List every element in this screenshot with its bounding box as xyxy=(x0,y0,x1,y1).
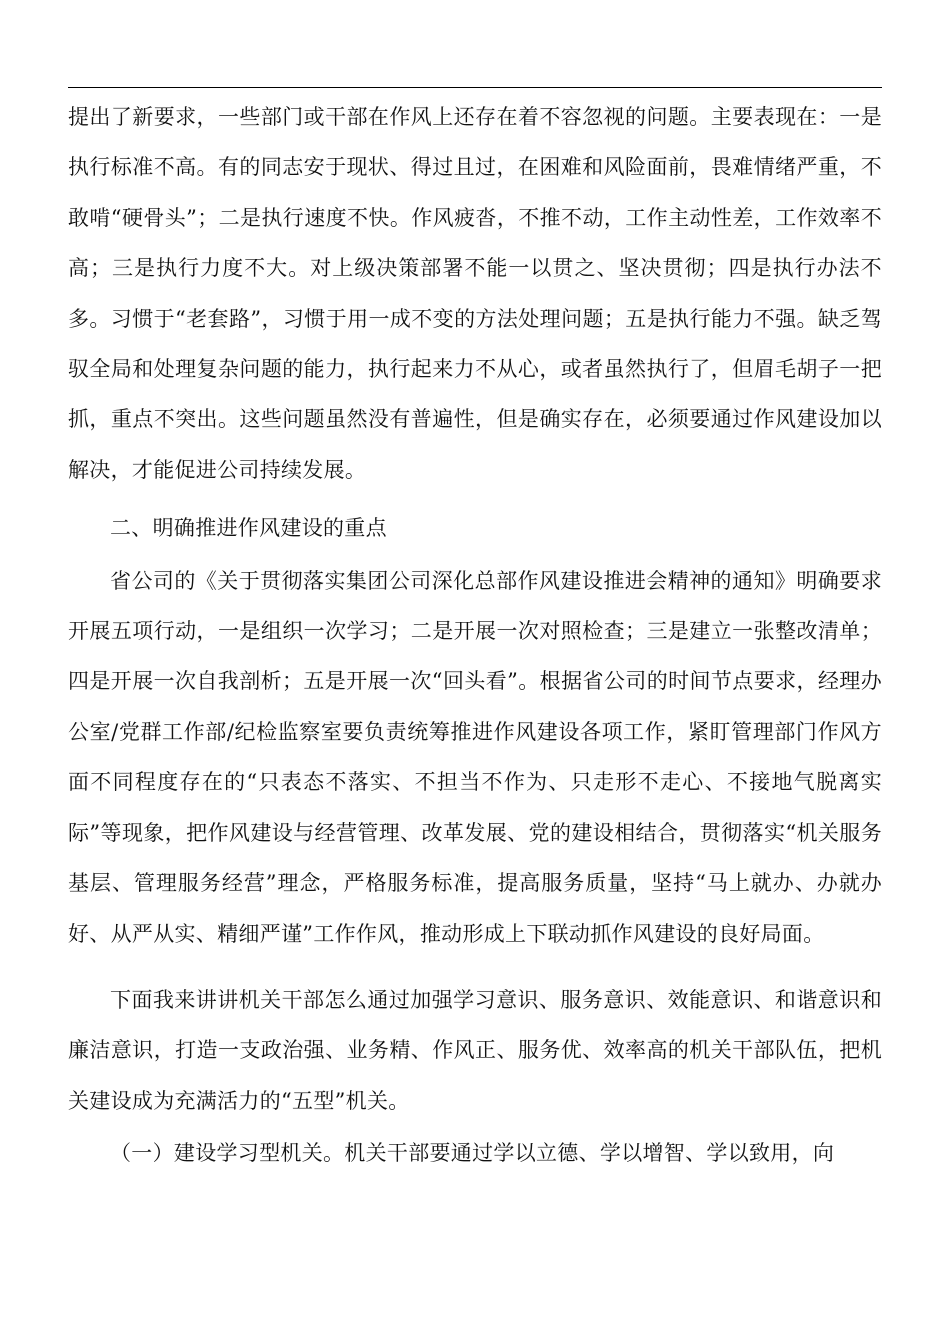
header-rule xyxy=(68,87,882,88)
paragraph-learning-organ: （一）建设学习型机关。机关干部要通过学以立德、学以增智、学以致用，向 xyxy=(110,1141,835,1166)
paragraph-execution-problems: 提出了新要求，一些部门或干部在作风上还存在着不容忽视的问题。主要表现在：一是执行标准不高。有的同志安于现状、得过且过，在困难和风险面前，畏难情绪严重，不敢啃“硬骨头”；二是执行速度不快。作风疲沓，不推不动，工作主动性差，工作效率不高；三是执行力度不大。对上级决策部署不能一以贯之、坚决贯彻；四是执行办法不多。习惯于“老套路”，习惯于用一成不变的方法处理问题；五是执行能力不强。缺乏驾驭全局和处理复杂问题的能力，执行起来力不从心，或者虽然执行了，但眉毛胡子一把抓，重点不突出。这些问题虽然没有普遍性，但是确实存在，必须要通过作风建设加以解决，才能促进公司持续发展。 xyxy=(68,105,882,482)
paragraph-five-awareness: 下面我来讲讲机关干部怎么通过加强学习意识、服务意识、效能意识、和谐意识和廉洁意识，打造一支政治强、业务精、作风正、服务优、效率高的机关干部队伍，把机关建设成为充满活力的“五型”机关。 xyxy=(68,987,882,1113)
document-body xyxy=(68,92,882,1179)
section-heading-work-style-focus: 二、明确推进作风建设的重点 xyxy=(110,516,387,541)
paragraph-five-actions: 省公司的《关于贯彻落实集团公司深化总部作风建设推进会精神的通知》明确要求开展五项行动，一是组织一次学习；二是开展一次对照检查；三是建立一张整改清单；四是开展一次自我剖析；五是开展一次“回头看”。根据省公司的时间节点要求，经理办公室/党群工作部/纪检监察室要负责统筹推进作风建设各项工作，紧盯管理部门作风方面不同程度存在的“只表态不落实、不担当不作为、只走形不走心、不接地气脱离实际”等现象，把作风建设与经营管理、改革发展、党的建设相结合，贯彻落实“机关服务基层、管理服务经营”理念，严格服务标准，提高服务质量，坚持“马上就办、办就办好、从严从实、精细严谨”工作作风，推动形成上下联动抓作风建设的良好局面。 xyxy=(68,568,882,946)
